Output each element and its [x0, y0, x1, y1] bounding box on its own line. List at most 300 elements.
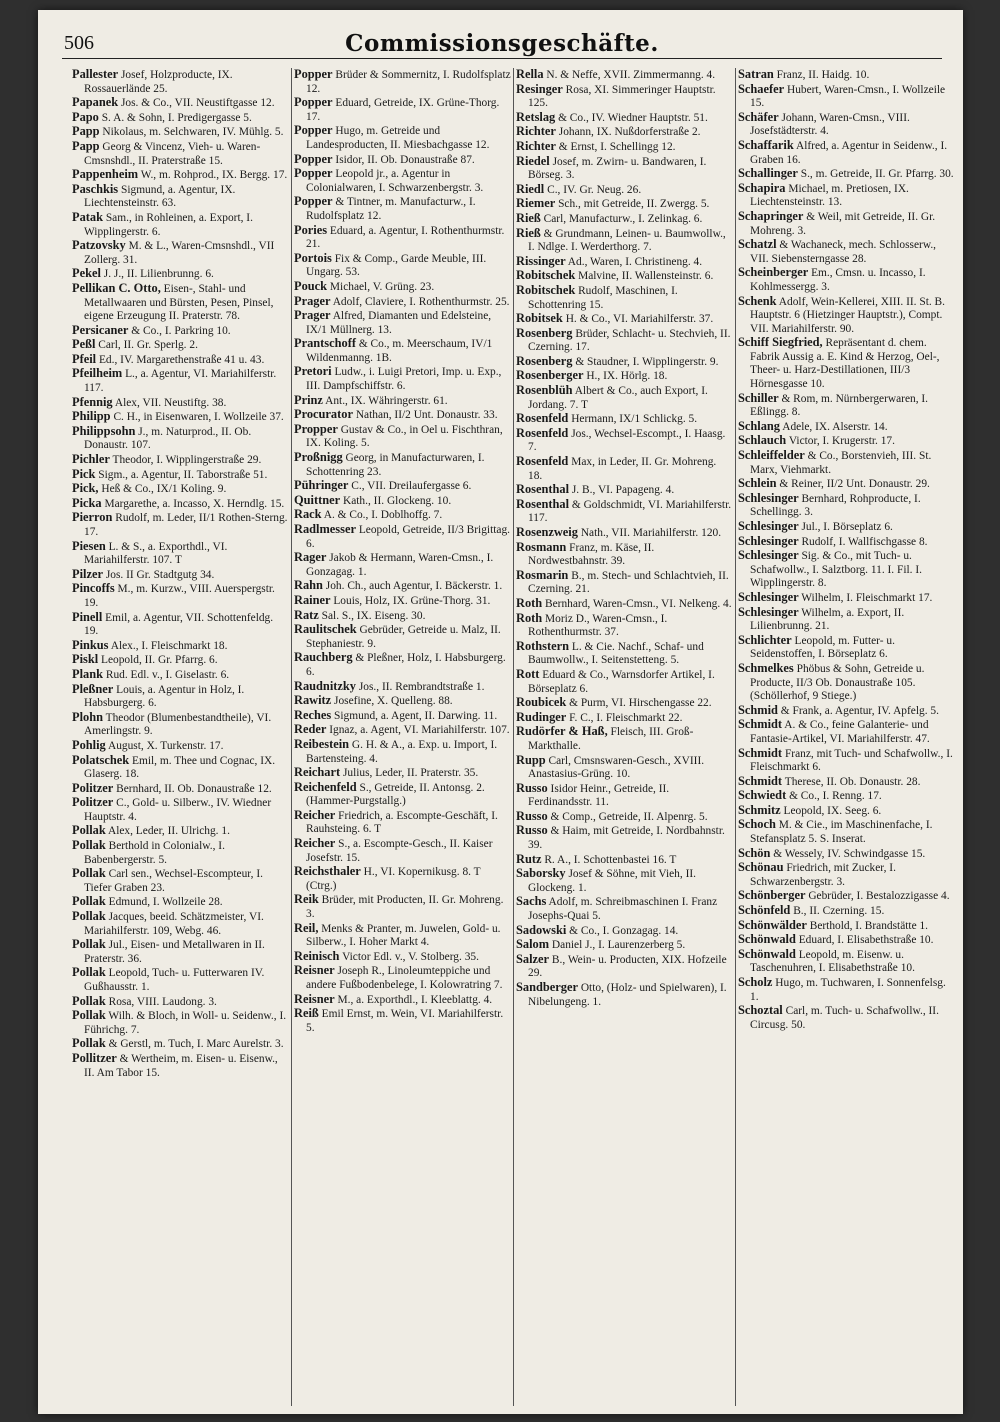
- directory-entry: [738, 889, 955, 904]
- entry-details: Isidor, II. Ob. Donaustraße 87.: [335, 153, 475, 166]
- entry-details: Hermann, IX/1 Schlickg. 5.: [571, 413, 698, 426]
- directory-entry: [516, 640, 733, 668]
- directory-entry: [72, 540, 289, 568]
- entry-name: Quittner: [294, 492, 341, 507]
- entry-details: Moriz D., Waren-Cmsn., I. Rothenthurmstr. 37.: [528, 612, 668, 639]
- entry-name: Rosmarin: [516, 567, 569, 582]
- directory-entry: [516, 597, 733, 612]
- entry-name: Rauchberg: [294, 650, 353, 665]
- entry-details: L. & S., a. Exporthdl., VI. Mariahilferstr. 107. T: [84, 540, 228, 567]
- column-3: [516, 68, 733, 1009]
- entry-name: Pichler: [72, 452, 110, 467]
- entry-details: Hubert, Waren-Cmsn., I. Wollzeile 15.: [750, 83, 946, 110]
- entry-name: Resinger: [516, 81, 563, 96]
- entry-details: Jos. & Co., VII. Neustiftgasse 12.: [121, 97, 275, 110]
- entry-name: Paschkis: [72, 181, 119, 196]
- directory-entry: [738, 948, 955, 976]
- directory-entry: [294, 337, 511, 365]
- directory-entry: [738, 449, 955, 477]
- entry-details: Gebrüder, I. Bestalozzigasse 4.: [808, 890, 950, 903]
- entry-details: Jakob & Hermann, Waren-Cmsn., I. Gonzagag. 1.: [306, 552, 494, 578]
- entry-details: A. & Co., feine Galanterie- und Fantasie-Artikel, VI. Mariahilferstr. 47.: [750, 719, 930, 745]
- directory-entry: [294, 153, 511, 168]
- entry-details: Sigm., a. Agentur, II. Taborstraße 51.: [98, 468, 268, 481]
- entry-details: Josef, m. Zwirn- u. Bandwaren, I. Börseg. 3.: [528, 155, 707, 182]
- entry-name: Schmidt: [738, 773, 783, 788]
- entry-details: Brüder, mit Producten, II. Gr. Mohreng. 3.: [306, 894, 504, 921]
- directory-entry: [72, 410, 289, 425]
- directory-entry: [294, 594, 511, 609]
- directory-entry: [294, 309, 511, 337]
- directory-entry: [72, 711, 289, 739]
- directory-entry: [738, 789, 955, 804]
- directory-entry: [294, 865, 511, 893]
- entry-name: Roubicek: [516, 695, 567, 710]
- directory-entry: [294, 1007, 511, 1035]
- directory-entry: [516, 327, 733, 355]
- entry-details: N. & Neffe, XVII. Zimmermanng. 4.: [546, 69, 716, 81]
- entry-name: Peßl: [72, 337, 96, 352]
- directory-entry: [294, 709, 511, 724]
- entry-name: Prager: [294, 308, 331, 323]
- entry-name: Popper: [294, 123, 333, 138]
- entry-name: Pollak: [72, 838, 106, 853]
- entry-details: Otto, (Holz- und Spielwaren), I. Nibelungeng. 1.: [528, 982, 727, 1008]
- entry-name: Schapringer: [738, 208, 804, 223]
- entry-details: Leopold, Tuch- u. Futterwaren IV. Gußhausstr. 1.: [84, 967, 265, 993]
- entry-name: Pollak: [72, 866, 106, 881]
- entry-name: Schmidt: [738, 717, 783, 732]
- entry-details: W., m. Rohprod., IX. Bergg. 17.: [140, 169, 288, 182]
- directory-entry: [738, 238, 955, 266]
- directory-entry: [72, 468, 289, 483]
- entry-details: & Co., I. Renng. 17.: [789, 790, 882, 803]
- directory-entry: [516, 455, 733, 483]
- entry-details: Adele, IX. Alserstr. 14.: [782, 420, 888, 433]
- entry-name: Russo: [516, 780, 548, 795]
- entry-name: Propper: [294, 421, 338, 436]
- entry-details: Louis, Holz, IX. Grüne-Thorg. 31.: [333, 594, 491, 607]
- entry-details: Nath., VII. Mariahilferstr. 120.: [580, 527, 722, 539]
- directory-entry: [72, 1052, 289, 1080]
- entry-name: Scheinberger: [738, 265, 809, 280]
- entry-details: Georg, in Manufacturwaren, I. Schottenring 23.: [306, 452, 485, 478]
- entry-details: Edmund, I. Wollzeile 28.: [108, 896, 223, 909]
- entry-details: & Wessely, IV. Schwindgasse 15.: [773, 847, 926, 860]
- entry-details: Nathan, II/2 Unt. Donaustr. 33.: [355, 409, 498, 422]
- entry-name: Schlesinger: [738, 533, 799, 548]
- entry-name: Rosmann: [516, 539, 567, 554]
- directory-entry: [72, 796, 289, 824]
- directory-entry: [72, 582, 289, 610]
- directory-entry: [516, 155, 733, 183]
- entry-details: Michael, m. Pretiosen, IX. Liechtensteinstr. 13.: [750, 182, 909, 209]
- entry-name: Prantschoff: [294, 336, 356, 351]
- entry-details: Johann, IX. Nußdorferstraße 2.: [558, 126, 701, 139]
- directory-entry: [294, 479, 511, 494]
- entry-name: Rosenfeld: [516, 411, 569, 426]
- directory-entry: [294, 295, 511, 310]
- entry-details: Repräsentant d. chem. Fabrik Aussig a. E. Kind & Herzog, Oel-, Theer- u. Harz-Destillationen, III/3 Hörnesgasse 10.: [750, 337, 940, 391]
- entry-details: S. A. & Sohn, I. Predigergasse 5.: [101, 111, 252, 124]
- entry-details: Bernhard, Waren-Cmsn., VI. Nelkeng. 4.: [545, 597, 732, 610]
- directory-entry: [516, 83, 733, 111]
- entry-details: Rud. Edl. v., I. Giselastr. 6.: [105, 668, 230, 681]
- entry-name: Schiff Siegfried,: [738, 335, 823, 350]
- directory-entry: [516, 953, 733, 981]
- directory-entry: [72, 668, 289, 683]
- entry-details: Eduard, a. Agentur, I. Rothenthurmstr. 21.: [306, 224, 505, 251]
- entry-name: Schönwald: [738, 946, 796, 961]
- directory-entry: [294, 494, 511, 509]
- entry-details: S., Getreide, II. Antonsg. 2. (Hammer-Purgstallg.): [306, 781, 485, 808]
- directory-entry: [72, 68, 289, 96]
- entry-details: Carl, Cmsnswaren-Gesch., XVIII. Anastasius-Grüng. 10.: [528, 754, 705, 781]
- entry-name: Pohlig: [72, 737, 106, 752]
- entry-name: Popper: [294, 95, 333, 110]
- directory-entry: [72, 895, 289, 910]
- entry-details: Jul., Eisen- und Metallwaren in II. Praterstr. 36.: [84, 939, 265, 965]
- directory-entry: [294, 893, 511, 921]
- entry-name: Reichenfeld: [294, 779, 357, 794]
- entry-details: Malvine, II. Wallensteinstr. 6.: [578, 270, 714, 283]
- entry-name: Reibestein: [294, 736, 350, 751]
- entry-details: Victor, I. Krugerstr. 17.: [788, 435, 895, 448]
- directory-entry: [516, 227, 733, 255]
- entry-details: Bernhard, II. Ob. Donaustraße 12.: [116, 782, 272, 795]
- entry-details: Adolf, Claviere, I. Rothenthurmstr. 25.: [332, 295, 510, 308]
- directory-entry: [738, 434, 955, 449]
- entry-name: Portois: [294, 250, 332, 265]
- directory-entry: [294, 694, 511, 709]
- entry-name: Proßnigg: [294, 450, 343, 465]
- entry-details: Alex, Leder, II. Ulrichg. 1.: [107, 825, 230, 838]
- entry-name: Scholz: [738, 975, 773, 989]
- entry-name: Ratz: [294, 607, 319, 622]
- entry-name: Schiller: [738, 390, 779, 405]
- entry-details: Berthold in Colonialw., I. Babenbergerstr. 5.: [84, 840, 225, 866]
- entry-name: Raudnitzky: [294, 678, 356, 693]
- entry-name: Satran: [738, 67, 774, 81]
- entry-details: Margarethe, a. Incasso, X. Herndlg. 15.: [104, 497, 285, 510]
- entry-name: Schönberger: [738, 888, 806, 903]
- entry-details: L. & Cie. Nachf., Schaf- und Baumwollw., I. Seitenstetteng. 5.: [528, 640, 704, 667]
- directory-entry: [294, 738, 511, 766]
- directory-entry: [72, 497, 289, 512]
- directory-entry: [738, 775, 955, 790]
- directory-entry: [72, 511, 289, 539]
- entry-details: Leopold, IX. Seeg. 6.: [783, 804, 882, 817]
- entry-name: Schatzl: [738, 237, 777, 252]
- entry-name: Schwiedt: [738, 788, 787, 803]
- directory-entry: [294, 451, 511, 479]
- directory-entry: [738, 804, 955, 819]
- directory-entry: [72, 267, 289, 282]
- entry-name: Popper: [294, 67, 333, 81]
- directory-entry: [294, 167, 511, 195]
- entry-name: Richter: [516, 124, 556, 139]
- entry-name: Popper: [294, 151, 333, 166]
- entry-name: Plohn: [72, 709, 103, 724]
- entry-name: Rissinger: [516, 253, 566, 268]
- directory-entry: [294, 394, 511, 409]
- directory-entry: [738, 549, 955, 591]
- directory-entry: [72, 639, 289, 654]
- directory-entry: [72, 754, 289, 782]
- directory-entry: [294, 195, 511, 223]
- entry-details: Adolf, m. Schreibmaschinen I. Franz Josephs-Quai 5.: [528, 896, 718, 923]
- entry-details: Franz, II. Haidg. 10.: [776, 69, 870, 81]
- entry-name: Schlesinger: [738, 604, 799, 619]
- directory-entry: [72, 211, 289, 239]
- entry-name: Prinz: [294, 392, 323, 407]
- directory-entry: [294, 950, 511, 965]
- entry-name: Roth: [516, 595, 543, 610]
- entry-name: Raulitschek: [294, 622, 357, 637]
- entry-name: Papo: [72, 109, 99, 124]
- directory-entry: [294, 523, 511, 551]
- entry-name: Sachs: [516, 894, 547, 909]
- entry-name: Schlauch: [738, 433, 787, 448]
- entry-details: Eduard & Co., Warnsdorfer Artikel, I. Börseplatz 6.: [528, 668, 715, 695]
- entry-details: Victor Edl. v., V. Stolberg. 35.: [342, 950, 479, 963]
- entry-details: B., II. Czerning. 15.: [793, 905, 885, 918]
- directory-entry: [738, 933, 955, 948]
- directory-entry: [738, 83, 955, 111]
- directory-entry: [72, 839, 289, 867]
- directory-entry: [516, 284, 733, 312]
- entry-details: C., VII. Dreilaufergasse 6.: [351, 480, 472, 493]
- entry-details: Albert & Co., auch Export, I. Jordang. 7. T: [528, 385, 708, 411]
- directory-entry: [294, 551, 511, 579]
- directory-entry: [294, 365, 511, 393]
- entry-details: M., a. Exporthdl., I. Kleeblattg. 4.: [337, 993, 493, 1006]
- entry-name: Schallinger: [738, 166, 798, 181]
- entry-name: Piesen: [72, 538, 106, 553]
- directory-entry: [516, 483, 733, 498]
- directory-entry: [516, 183, 733, 198]
- entry-name: Schaefer: [738, 81, 785, 96]
- entry-name: Schlein: [738, 476, 777, 491]
- entry-name: Riedel: [516, 153, 550, 168]
- directory-entry: [294, 224, 511, 252]
- entry-details: Sigmund, a. Agentur, IX. Liechtensteinstr. 63.: [84, 183, 236, 210]
- entry-name: Pinkus: [72, 637, 109, 652]
- entry-name: Rudörfer & Haß,: [516, 724, 608, 739]
- directory-entry: [516, 269, 733, 284]
- column-divider: [291, 68, 292, 1406]
- directory-entry: [738, 139, 955, 167]
- directory-entry: [516, 853, 733, 868]
- directory-entry: [516, 541, 733, 569]
- entry-name: Radlmesser: [294, 522, 356, 536]
- entry-details: Alex., I. Fleischmarkt 18.: [110, 639, 228, 652]
- directory-entry: [72, 782, 289, 797]
- entry-name: Saborsky: [516, 866, 566, 881]
- entry-name: Schoztal: [738, 1003, 783, 1018]
- entry-name: Polatschek: [72, 752, 130, 767]
- entry-details: Leopold jr., a. Agentur in Colonialwaren, I. Schwarzenbergstr. 3.: [306, 168, 484, 194]
- entry-details: Menks & Pranter, m. Juwelen, Gold- u. Silberw., I. Hoher Markt 4.: [306, 922, 501, 949]
- directory-entry: [72, 168, 289, 183]
- directory-entry: [516, 255, 733, 270]
- entry-name: Rupp: [516, 752, 546, 767]
- directory-entry: [294, 124, 511, 152]
- entry-details: J. J., II. Lilienbrunng. 6.: [103, 268, 214, 281]
- entry-name: Russo: [516, 823, 548, 838]
- directory-entry: [738, 210, 955, 238]
- entry-details: Bernhard, Rohproducte, I. Schellingg. 3.: [750, 492, 921, 519]
- entry-name: Rosenberg: [516, 325, 573, 340]
- page-title: Commissionsgeschäfte.: [345, 30, 659, 57]
- entry-details: Louis, a. Agentur in Holz, I. Habsburgerg. 6.: [84, 683, 245, 710]
- entry-name: Reder: [294, 722, 327, 737]
- directory-entry: [516, 384, 733, 412]
- directory-entry: [516, 782, 733, 810]
- entry-name: Rella: [516, 67, 544, 81]
- entry-details: Friedrich, mit Zucker, I. Schwarzenbergstr. 3.: [750, 862, 896, 888]
- entry-name: Roth: [516, 610, 543, 625]
- entry-details: Eduard, I. Elisabethstraße 10.: [798, 934, 934, 947]
- entry-details: Eduard, Getreide, IX. Grüne-Thorg. 17.: [306, 97, 500, 123]
- entry-name: Reisner: [294, 963, 335, 978]
- entry-details: Heß & Co., IX/1 Koling. 9.: [101, 483, 227, 496]
- directory-entry: [738, 492, 955, 520]
- directory-entry: [72, 111, 289, 126]
- entry-name: Patzovsky: [72, 238, 126, 253]
- entry-name: Schlesinger: [738, 490, 799, 505]
- entry-details: Johann, Waren-Cmsn., VIII. Josefstädterstr. 4.: [750, 111, 910, 138]
- entry-details: Brüder, Schlacht- u. Stechvieh, II. Czerning. 17.: [528, 327, 731, 354]
- directory-entry: [72, 140, 289, 168]
- directory-entry: [72, 966, 289, 994]
- entry-name: Piskl: [72, 652, 99, 667]
- entry-details: Joseph R., Linoleumteppiche und andere Fußbodenbelege, I. Kolowratring 7.: [306, 965, 503, 991]
- directory-entry: [294, 993, 511, 1008]
- directory-entry: [738, 606, 955, 634]
- entry-details: Jos. II Gr. Stadtgutg 34.: [105, 568, 215, 581]
- entry-details: Leopold, m. Futter- u. Seidenstoffen, I. Börseplatz 6.: [750, 634, 895, 661]
- directory-entry: [516, 867, 733, 895]
- entry-name: Schmelkes: [738, 660, 794, 675]
- entry-name: Papp: [72, 138, 100, 153]
- entry-name: Reicher: [294, 807, 336, 822]
- entry-name: Riemer: [516, 196, 556, 211]
- entry-details: Em., Cmsn. u. Incasso, I. Kohlmessergg. 3.: [750, 267, 926, 293]
- entry-details: Phöbus & Sohn, Getreide u. Producte, II/3 Ob. Donaustraße 105. (Schöllerhof, 9 Stiege.): [750, 662, 925, 703]
- entry-name: Rager: [294, 550, 327, 565]
- entry-name: Sandberger: [516, 980, 578, 994]
- entry-details: & Reiner, II/2 Unt. Donaustr. 29.: [779, 478, 930, 491]
- entry-details: Carl sen., Wechsel-Escompteur, I. Tiefer Graben 23.: [84, 868, 263, 894]
- directory-entry: [294, 579, 511, 594]
- entry-name: Reichart: [294, 765, 341, 780]
- entry-name: Pick: [72, 466, 96, 481]
- entry-details: Ant., IX. Währingerstr. 61.: [325, 394, 448, 407]
- entry-details: Rudolf, I. Wallfischgasse 8.: [801, 535, 928, 548]
- entry-details: Carl, m. Tuch- u. Schafwollw., II. Circusg. 50.: [750, 1005, 939, 1031]
- entry-details: & Co., m. Meerschaum, IV/1 Wildenmanng. 1B.: [306, 338, 493, 364]
- entry-details: & Rom, m. Nürnbergerwaren, I. Eßlingg. 8.: [750, 392, 929, 419]
- entry-details: Fix & Comp., Garde Meuble, III. Ungarg. 53.: [306, 252, 487, 279]
- column-1: [72, 68, 289, 1080]
- entry-name: Reichsthaler: [294, 864, 361, 879]
- entry-name: Schenk: [738, 293, 777, 308]
- entry-details: F. C., I. Fleischmarkt 22.: [569, 711, 683, 724]
- entry-name: Rosenzweig: [516, 525, 578, 539]
- entry-name: Rudinger: [516, 709, 567, 724]
- entry-name: Rosenberger: [516, 368, 584, 383]
- entry-details: Carl, II. Gr. Sperlg. 2.: [98, 339, 198, 352]
- directory-entry: [294, 781, 511, 809]
- directory-entry: [72, 282, 289, 324]
- entry-details: Emil, a. Agentur, VII. Schottenfeldg. 19.: [84, 611, 274, 638]
- entry-details: R. A., I. Schottenbastei 16. T: [544, 853, 677, 866]
- entry-name: Rieß: [516, 225, 541, 240]
- entry-name: Pekel: [72, 266, 101, 281]
- directory-entry: [294, 68, 511, 96]
- directory-entry: [294, 809, 511, 837]
- directory-entry: [294, 680, 511, 695]
- entry-details: Julius, Leder, II. Praterstr. 35.: [342, 767, 479, 780]
- entry-name: Pories: [294, 222, 328, 237]
- entry-name: Pouck: [294, 278, 328, 293]
- entry-details: Jul., I. Börseplatz 6.: [801, 521, 893, 533]
- entry-name: Schönwälder: [738, 917, 807, 932]
- entry-name: Pollak: [72, 937, 106, 952]
- entry-name: Retslag: [516, 109, 556, 124]
- entry-name: Rothstern: [516, 638, 569, 653]
- entry-details: Therese, II. Ob. Donaustr. 28.: [784, 775, 921, 788]
- directory-entry: [294, 922, 511, 950]
- entry-name: Pallester: [72, 67, 119, 81]
- entry-name: Schleiffelder: [738, 448, 805, 463]
- entry-details: Franz, m. Käse, II. Nordwestbahnstr. 39.: [528, 541, 655, 568]
- entry-name: Pollak: [72, 823, 106, 838]
- entry-details: & Haim, mit Getreide, I. Nordbahnstr. 39.: [528, 825, 725, 852]
- entry-details: L., a. Agentur, VI. Mariahilferstr. 117.: [84, 368, 277, 395]
- entry-details: Sigmund, a. Agent, II. Darwing. 11.: [334, 709, 498, 722]
- entry-name: Salom: [516, 937, 550, 952]
- entry-name: Riedl: [516, 181, 545, 196]
- entry-name: Pleßner: [72, 681, 114, 696]
- entry-name: Rawitz: [294, 693, 332, 708]
- entry-details: Emil, m. Thee und Cognac, IX. Glaserg. 18.: [84, 754, 276, 781]
- entry-details: M., m. Kurzw., VIII. Auerspergstr. 19.: [84, 583, 275, 609]
- entry-name: Schönfeld: [738, 903, 791, 918]
- entry-name: Pappenheim: [72, 167, 139, 182]
- entry-name: Papp: [72, 124, 100, 139]
- entry-name: Schönwald: [738, 932, 796, 947]
- directory-entry: [294, 508, 511, 523]
- entry-name: Rosenberg: [516, 353, 573, 368]
- directory-entry: [738, 704, 955, 719]
- entry-details: Rosa, VIII. Laudong. 3.: [108, 995, 217, 1008]
- directory-entry: [294, 651, 511, 679]
- directory-entry: [738, 336, 955, 391]
- directory-entry: [738, 818, 955, 846]
- entry-details: & Wertheim, m. Eisen- u. Eisenw., II. Am Tabor 15.: [84, 1052, 278, 1079]
- entry-name: Reicher: [294, 836, 336, 851]
- entry-name: Politzer: [72, 780, 114, 795]
- directory-entry: [516, 412, 733, 427]
- entry-details: Friedrich, a. Escompte-Geschäft, I. Rauhsteing. 6. T: [306, 809, 498, 836]
- entry-details: Eisen-, Stahl- und Metallwaaren und Bürsten, Pesen, Pinsel, eigene Erzeugung II. Praterstr. 78.: [84, 282, 274, 323]
- entry-details: & Co., IV. Wiedner Hauptstr. 51.: [558, 111, 708, 124]
- entry-name: Philippsohn: [72, 423, 136, 438]
- entry-name: Rainer: [294, 592, 331, 607]
- entry-details: Hugo, m. Tuchwaren, I. Sonnenfelsg. 1.: [750, 977, 946, 1003]
